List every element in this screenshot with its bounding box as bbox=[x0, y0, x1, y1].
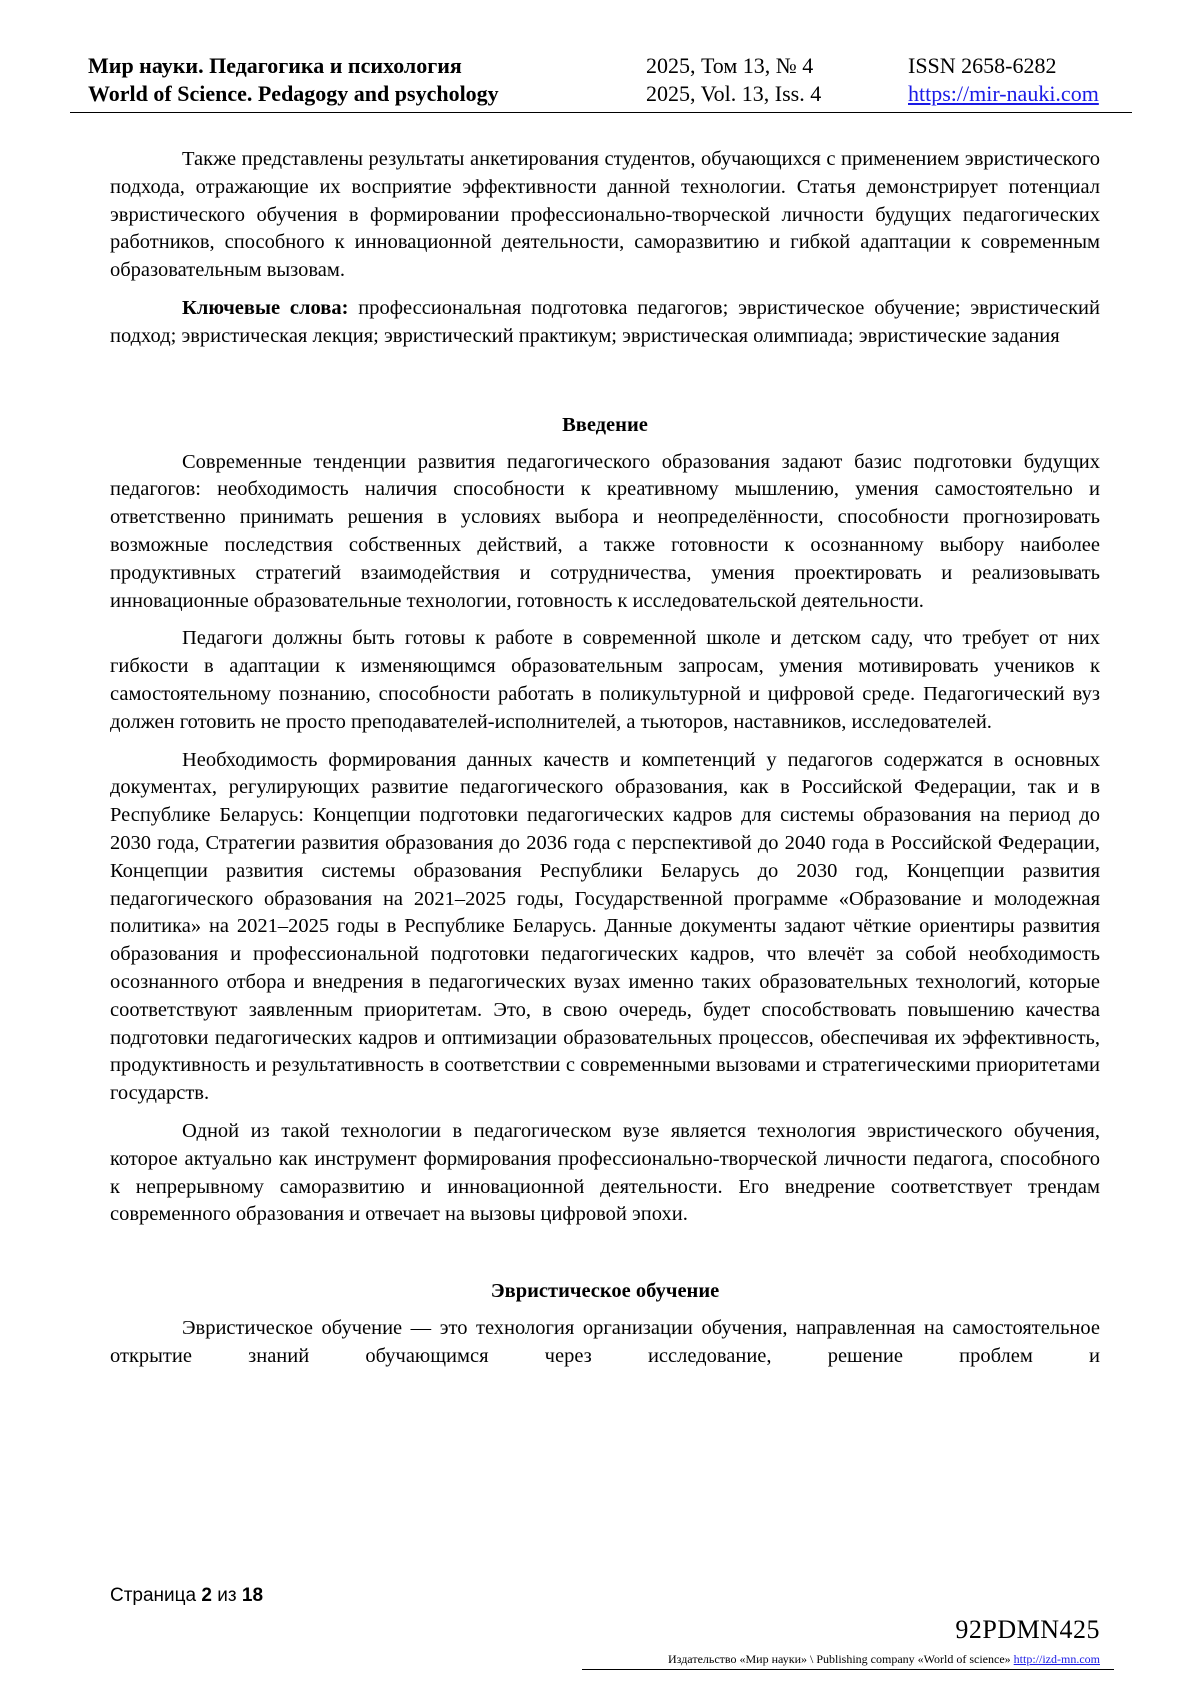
journal-title-ru: Мир науки. Педагогика и психология bbox=[88, 53, 462, 78]
intro-paragraph-4: Одной из такой технологии в педагогическом вузе является технология эвристического обучения, которое актуально как инструмент формирования профессионально-творческой личности педагога, способного к непрерывному саморазвитию и инновационной деятельности. Его внедрение соответствует трендам современного образования и отвечает на вызовы цифровой эпохи. bbox=[110, 1119, 1100, 1226]
issue-ru: 2025, Том 13, № 4 bbox=[646, 53, 814, 78]
issn: ISSN 2658-6282 bbox=[908, 53, 1057, 78]
journal-title-en: World of Science. Pedagogy and psychology bbox=[88, 81, 499, 106]
publisher-line bbox=[668, 1652, 1100, 1667]
intro-paragraph-1: Современные тенденции развития педагогического образования задают базис подготовки будущих педагогов: необходимость наличия способности к креативному мышлению, умения самостоятельно и ответственно принимать решения в условиях выбора и неопределённости, способности прогнозировать возможные последствия собственных действий, а также готовности к осознанному выбору наиболее продуктивных стратегий взаимодействия и сотрудничества, умения проектировать и реализовывать инновационные образовательные технологии, готовность к исследовательской деятельности. bbox=[110, 450, 1100, 612]
page-header bbox=[70, 50, 1132, 113]
publisher-url-link[interactable]: http://izd-mn.com bbox=[1013, 1652, 1100, 1666]
abstract-paragraph: Также представлены результаты анкетирования студентов, обучающихся с применением эвристического подхода, отражающие их восприятие эффективности данной технологии. Статья демонстрирует потенциал эвристического обучения в формировании профессионально-творческой личности будущих педагогических работников, способного к инновационной деятельности, саморазвитию и гибкой адаптации к современным образовательным вызовам. bbox=[110, 148, 1100, 282]
intro-paragraph-3: Необходимость формирования данных качеств и компетенций у педагогов содержатся в основных документах, регулирующих развитие педагогического образования, как в Российской Федерации, так и в Республике Беларусь: Концепции подготовки педагогических кадров для системы образования на период до 2030 года, Стратегии развития образования до 2036 года с перспективой до 2040 года в Российской Федерации, Концепции развития системы образования Республики Беларусь до 2030 год, Концепции развития педагогического образования на 2021–2025 годы, Государственной программе «Образование и молодежная политика» на 2021–2025 годы в Республике Беларусь. Данные документы задают чёткие ориентиры развития образования и профессиональной подготовки педагогических кадров, что влечёт за собой необходимость осознанного отбора и внедрения в педагогических вузах именно таких образовательных технологий, которые соответствуют заявленным приоритетам. Это, в свою очередь, будет способствовать повышению качества подготовки педагогических кадров и оптимизации образовательных процессов, обеспечивая их эффективность, продуктивность и результативность в соответствии с современными вызовами и стратегическими приоритетами государств. bbox=[110, 748, 1100, 1105]
page-separator: из bbox=[211, 1585, 242, 1606]
page-number bbox=[110, 1585, 263, 1607]
page-total: 18 bbox=[241, 1585, 264, 1606]
article-body bbox=[110, 146, 1100, 1381]
keywords-text: профессиональная подготовка педагогов; эвристическое обучение; эвристический подход; эвристическая лекция; эвристический практикум; эвристическая олимпиада; эвристические задания bbox=[110, 296, 1100, 347]
footer-divider bbox=[582, 1669, 1114, 1670]
page-prefix: Страница bbox=[110, 1585, 202, 1606]
section-title-intro: Введение bbox=[562, 413, 648, 436]
issue-info bbox=[646, 52, 821, 108]
journal-title bbox=[88, 52, 499, 108]
page-current: 2 bbox=[201, 1585, 212, 1606]
article-code: 92PDMN425 bbox=[955, 1615, 1100, 1644]
publisher-text: Издательство «Мир науки» \ Publishing company «World of science» bbox=[668, 1652, 1014, 1666]
issue-en: 2025, Vol. 13, Iss. 4 bbox=[646, 81, 822, 106]
issn-block bbox=[908, 52, 1099, 108]
heuristic-paragraph-1: Эвристическое обучение — это технология организации обучения, направленная на самостоятельное открытие знаний обучающимся через исследование, решение проблем и bbox=[110, 1317, 1100, 1367]
journal-url-link[interactable]: https://mir-nauki.com bbox=[908, 81, 1099, 106]
keywords-label: Ключевые слова: bbox=[182, 296, 349, 319]
keywords-paragraph bbox=[110, 295, 1100, 351]
section-title-heuristic: Эвристическое обучение bbox=[490, 1280, 720, 1303]
intro-paragraph-2: Педагоги должны быть готовы к работе в современной школе и детском саду, что требует от них гибкости в адаптации к изменяющимся образовательным запросам, умения мотивировать учеников к самостоятельному познанию, способности работать в поликультурной и цифровой среде. Педагогический вуз должен готовить не просто преподавателей-исполнителей, а тьюторов, наставников, исследователей. bbox=[110, 627, 1100, 733]
